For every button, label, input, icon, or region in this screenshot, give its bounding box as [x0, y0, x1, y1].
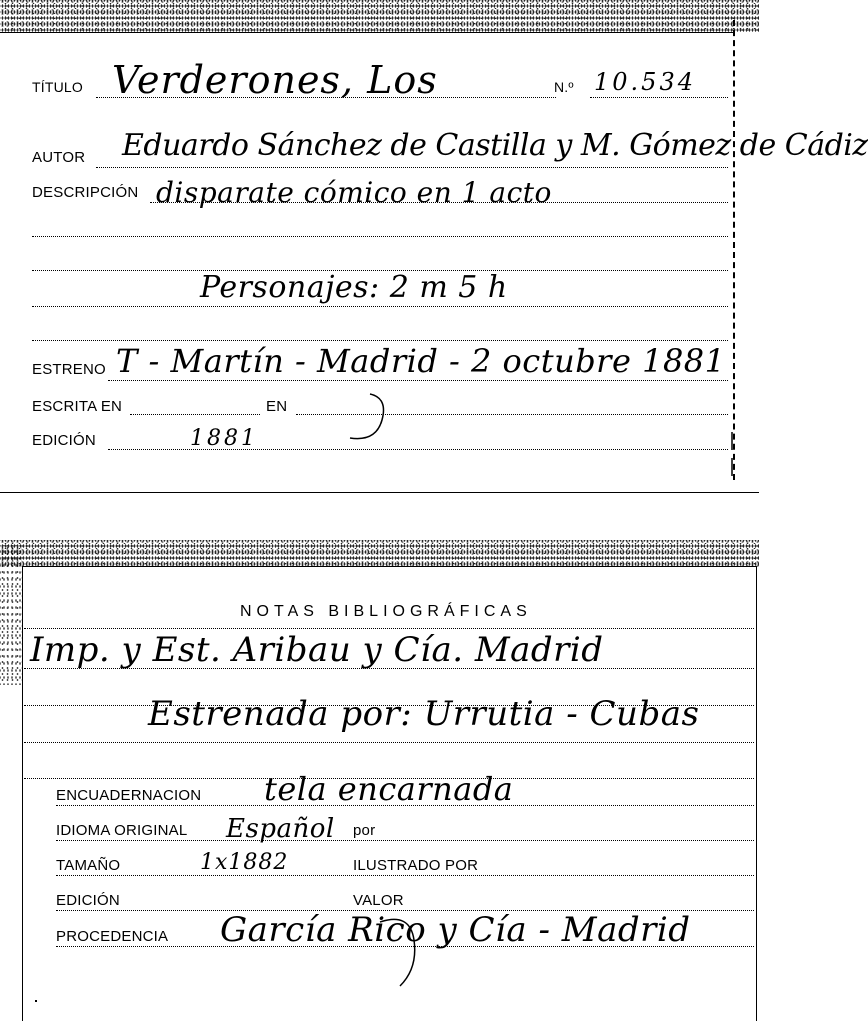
escrita-en-line [130, 414, 260, 415]
encuadernacion-line [56, 805, 754, 806]
descripcion-label: DESCRIPCIÓN [32, 184, 139, 201]
blank-line-1 [32, 236, 728, 237]
descripcion-line [150, 202, 728, 203]
personajes-value: Personajes: 2 m 5 h [200, 270, 508, 305]
procedencia-value: García Rico y Cía - Madrid [220, 910, 691, 950]
notas-line-3 [24, 705, 754, 706]
numero-label: N.º [554, 79, 574, 95]
front-card [0, 32, 735, 33]
note-line-1: Imp. y Est. Aribau y Cía. Madrid [30, 630, 604, 670]
right-edge-marks [726, 430, 738, 480]
autor-label: AUTOR [32, 149, 86, 166]
left-speckle [0, 545, 22, 685]
estreno-label: ESTRENO [32, 361, 106, 378]
note-line-2: Estrenada por: Urrutia - Cubas [148, 694, 700, 734]
notas-line-2 [24, 668, 754, 669]
tamano-line [56, 875, 754, 876]
escrita-en-label: ESCRITA EN [32, 398, 123, 415]
edicion-label: EDICIÓN [32, 432, 96, 449]
autor-line [96, 167, 728, 168]
descripcion-value: disparate cómico en 1 acto [156, 176, 552, 209]
estreno-line [108, 380, 728, 381]
idioma-value: Español [226, 814, 335, 844]
tamano-label: TAMAÑO [56, 857, 121, 874]
blank-line-3 [32, 306, 728, 307]
notas-line-1 [24, 628, 754, 629]
titulo-line [96, 97, 556, 98]
top-speckle-border [0, 0, 759, 32]
estreno-value: T - Martín - Madrid - 2 octubre 1881 [116, 342, 726, 380]
notas-line-4 [24, 742, 754, 743]
idioma-label: IDIOMA ORIGINAL [56, 822, 188, 839]
en-label: EN [266, 398, 288, 415]
procedencia-label: PROCEDENCIA [56, 928, 169, 945]
front-card-bottom-edge [0, 492, 759, 493]
front-card-right-edge [733, 20, 735, 480]
tamano-value: 1x1882 [200, 850, 289, 875]
ilustrado-label: ILUSTRADO POR [353, 857, 479, 874]
titulo-value: Verderones, Los [112, 58, 438, 102]
bottom-speckle-border [0, 540, 759, 568]
back-edicion-label: EDICIÓN [56, 892, 120, 909]
valor-label: VALOR [353, 892, 404, 909]
notas-title: NOTAS BIBLIOGRÁFICAS [240, 603, 532, 620]
small-dot [35, 1000, 37, 1002]
scribble-mark-front [330, 390, 400, 450]
idioma-line [56, 840, 754, 841]
autor-value: Eduardo Sánchez de Castilla y M. Gómez de Cádiz [122, 128, 868, 163]
encuadernacion-value: tela encarnada [264, 770, 514, 808]
numero-value: 10.534 [594, 68, 696, 96]
scribble-mark-back [370, 912, 430, 992]
edicion-line [108, 449, 728, 450]
blank-line-4 [32, 340, 728, 341]
blank-line-2 [32, 270, 728, 271]
por-label: por [353, 822, 376, 839]
titulo-label: TÍTULO [32, 79, 83, 95]
encuadernacion-label: ENCUADERNACION [56, 787, 202, 804]
numero-line [590, 97, 728, 98]
edicion-value: 1881 [190, 426, 258, 451]
